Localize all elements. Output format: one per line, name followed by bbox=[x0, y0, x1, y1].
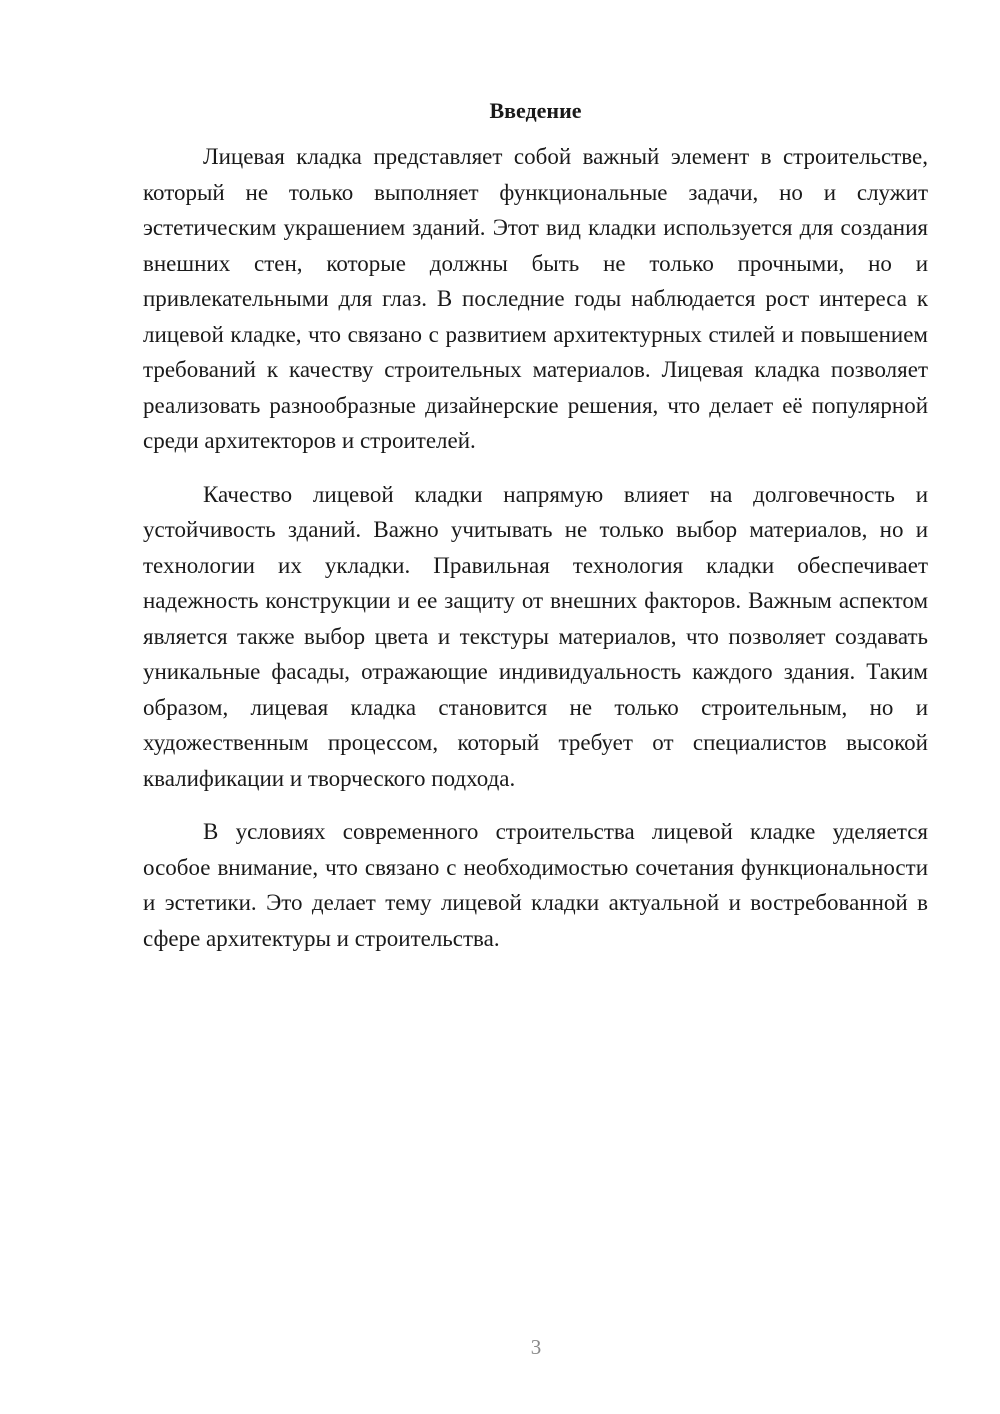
paragraph-3: В условиях современного строительства лицевой кладке уделяется особое внимание, что связано с необходимостью сочетания функциональности и эстетики. Это делает тему лицевой кладки актуальной и востребованной в сфере архитектуры и строительства. bbox=[143, 819, 928, 951]
paragraph-1: Лицевая кладка представляет собой важный элемент в строительстве, который не только выполняет функциональные задачи, но и служит эстетическим украшением зданий. Этот вид кладки используется для создания внешних стен, которые должны быть не только прочными, но и привлекательными для глаз. В последние годы наблюдается рост интереса к лицевой кладке, что связано с развитием архитектурных стилей и повышением требований к качеству строительных материалов. Лицевая кладка позволяет реализовать разнообразные дизайнерские решения, что делает её популярной среди архитекторов и строителей. bbox=[143, 144, 928, 453]
page-content bbox=[143, 95, 928, 974]
page-number: 3 bbox=[530, 1335, 542, 1359]
section-title: Введение bbox=[489, 98, 582, 123]
paragraph-2: Качество лицевой кладки напрямую влияет на долговечность и устойчивость зданий. Важно учитывать не только выбор материалов, но и технологии их укладки. Правильная технология кладки обеспечивает надежность конструкции и ее защиту от внешних факторов. Важным аспектом является также выбор цвета и текстуры материалов, что позволяет создавать уникальные фасады, отражающие индивидуальность каждого здания. Таким образом, лицевая кладка становится не только строительным, но и художественным процессом, который требует от специалистов высокой квалификации и творческого подхода. bbox=[143, 481, 928, 791]
